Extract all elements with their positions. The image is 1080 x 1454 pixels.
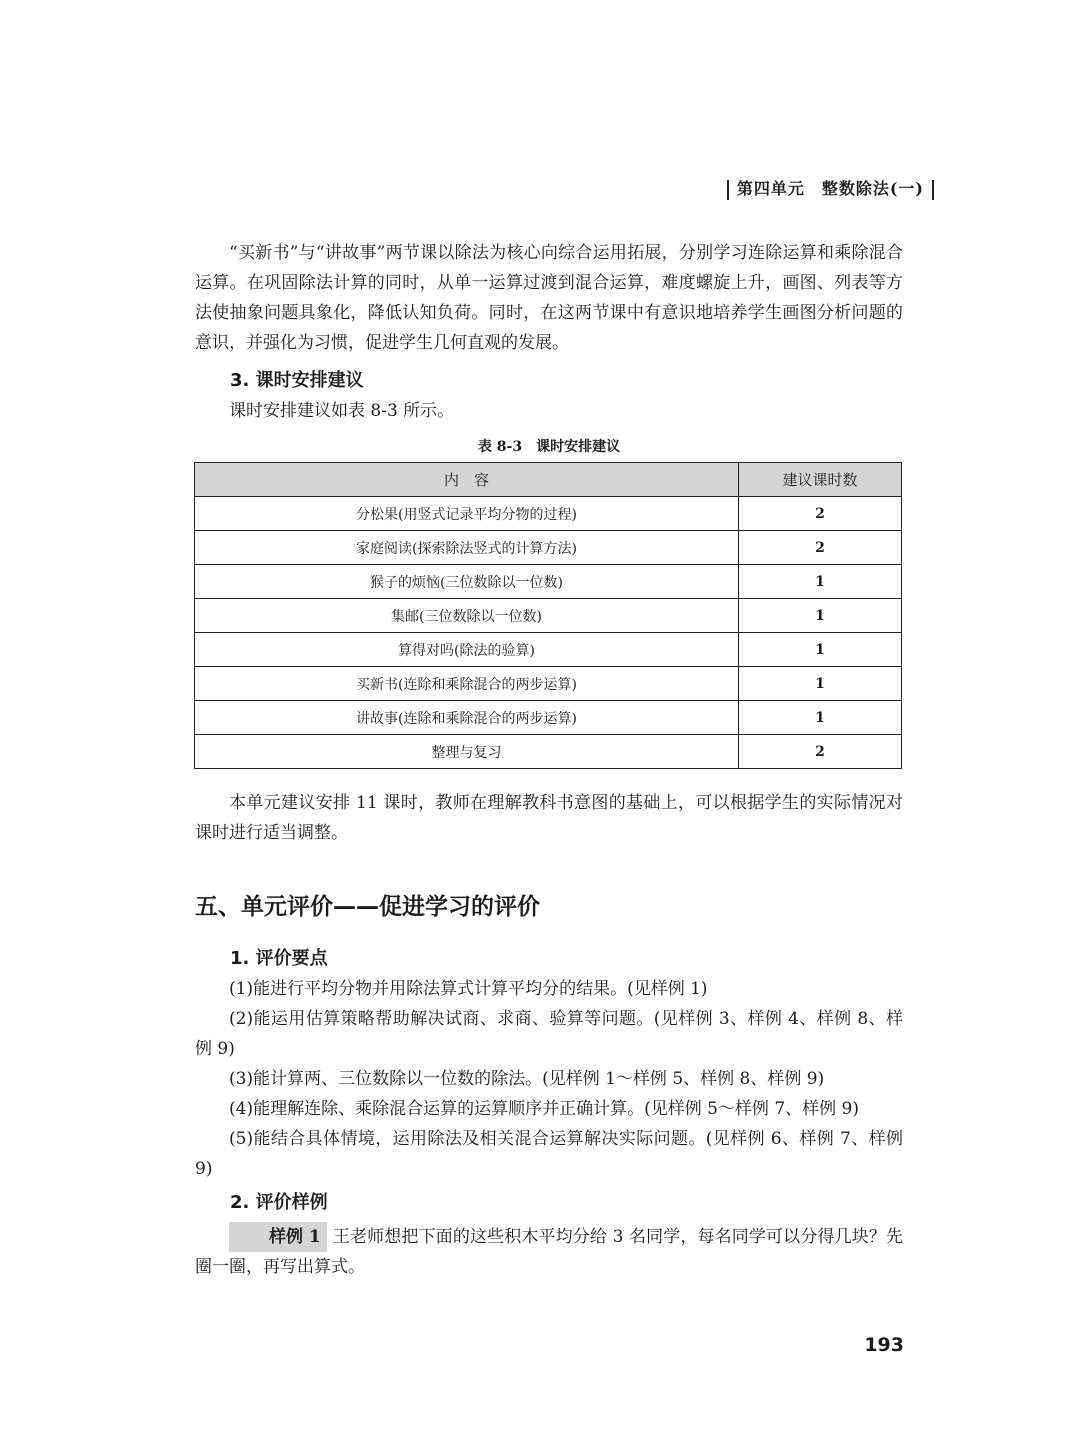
lesson-hours: 1 (739, 701, 902, 735)
lesson-content: 算得对吗(除法的验算) (195, 633, 739, 667)
page-number: 193 (864, 1334, 904, 1356)
column-header-hours: 建议课时数 (739, 463, 902, 497)
example-tag: 样例 1 (229, 1222, 327, 1252)
table-row (195, 599, 902, 633)
lesson-content: 买新书(连除和乘除混合的两步运算) (195, 667, 739, 701)
lesson-content: 整理与复习 (195, 735, 739, 769)
table-caption: 表 8-3 课时安排建议 (477, 439, 621, 455)
lesson-hours: 2 (739, 531, 902, 565)
lesson-hours: 1 (739, 633, 902, 667)
lesson-schedule-table (194, 462, 902, 769)
table-row (195, 667, 902, 701)
lesson-hours: 1 (739, 565, 902, 599)
table-row (195, 735, 902, 769)
header-bar-left (727, 180, 729, 200)
lesson-hours: 1 (739, 599, 902, 633)
lesson-content: 集邮(三位数除以一位数) (195, 599, 739, 633)
header-bar-right (932, 180, 934, 200)
examples-heading: 2. 评价样例 (230, 1192, 328, 1213)
lesson-hours: 2 (739, 497, 902, 531)
lesson-hours: 1 (739, 667, 902, 701)
schedule-intro: 课时安排建议如表 8-3 所示。 (229, 401, 455, 421)
evaluation-point: (4)能理解连除、乘除混合运算的运算顺序并正确计算。(见样例 5～样例 7、样例 9) (229, 1099, 860, 1119)
lesson-content: 家庭阅读(探索除法竖式的计算方法) (195, 531, 739, 565)
table-row (195, 701, 902, 735)
table-header-row (195, 463, 902, 497)
points-heading: 1. 评价要点 (230, 948, 328, 969)
column-header-content: 内 容 (195, 463, 739, 497)
lesson-content: 分松果(用竖式记录平均分物的过程) (195, 497, 739, 531)
evaluation-point: (3)能计算两、三位数除以一位数的除法。(见样例 1～样例 5、样例 8、样例 9) (229, 1069, 825, 1089)
table-row (195, 565, 902, 599)
table-row (195, 633, 902, 667)
example-1 (195, 1222, 903, 1282)
header-unit: 第四单元 (736, 179, 805, 198)
lesson-content: 猴子的烦恼(三位数除以一位数) (195, 565, 739, 599)
running-header (719, 176, 942, 200)
example-text: 王老师想把下面的这些积木平均分给 3 名同学，每名同学可以分得几块？先圈一圈，再写出算式。 (195, 1227, 903, 1277)
header-title: 整数除法(一) (821, 179, 924, 198)
evaluation-point: (5)能结合具体情境，运用除法及相关混合运算解决实际问题。(见样例 6、样例 7、样例 9) (195, 1129, 903, 1179)
schedule-note: 本单元建议安排 11 课时，教师在理解教科书意图的基础上，可以根据学生的实际情况对课时进行适当调整。 (195, 793, 903, 843)
table-row (195, 497, 902, 531)
lesson-hours: 2 (739, 735, 902, 769)
evaluation-point: (2)能运用估算策略帮助解决试商、求商、验算等问题。(见样例 3、样例 4、样例 8、样例 9) (195, 1009, 903, 1059)
schedule-heading: 3. 课时安排建议 (230, 370, 364, 391)
intro-paragraph: “买新书”与“讲故事”两节课以除法为核心向综合运用拓展，分别学习连除运算和乘除混合运算。在巩固除法计算的同时，从单一运算过渡到混合运算，难度螺旋上升，画图、列表等方法使抽象问题具象化，降低认知负荷。同时，在这两节课中有意识地培养学生画图分析问题的意识，并强化为习惯，促进学生几何直观的发展。 (195, 243, 903, 353)
evaluation-point: (1)能进行平均分物并用除法算式计算平均分的结果。(见样例 1) (229, 979, 708, 999)
section-title: 五、单元评价——促进学习的评价 (195, 894, 540, 920)
table-row (195, 531, 902, 565)
lesson-content: 讲故事(连除和乘除混合的两步运算) (195, 701, 739, 735)
